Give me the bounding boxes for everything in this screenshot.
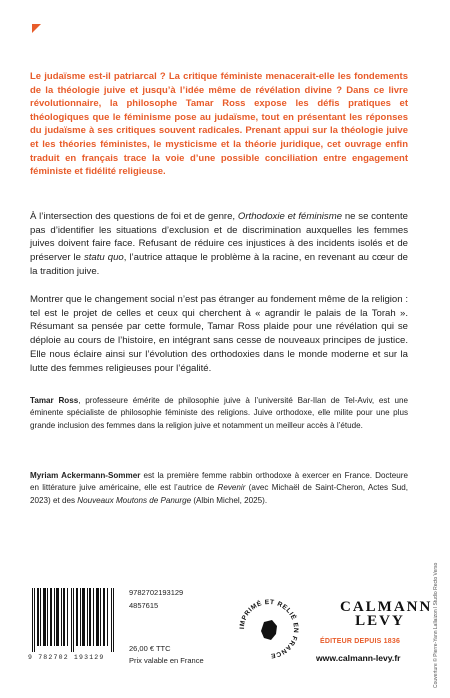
p1-text-b: ne se contente pas d’identifier les situations d’exclusion et de discrimination auxquelles les femmes juives doivent faire face. Refusant de réduire ces injustices à des incidents isolés et de préserver le xyxy=(30,211,408,264)
isbn-number: 9782702193129 xyxy=(129,588,184,597)
cover-credit: Couverture © Pierre-Yann Lallaizon l Studio Recto Verso xyxy=(433,562,439,688)
book-revenir: Revenir xyxy=(217,483,246,493)
translator-bio-a: est la première femme rabbin orthodoxe à exercer en France. Docteure en littérature juive américaine, elle est l’autrice de xyxy=(30,471,408,493)
price-note: Prix valable en France xyxy=(129,656,204,665)
author-name: Tamar Ross xyxy=(30,396,79,405)
publisher-name-line2: LEVY xyxy=(355,613,405,629)
publisher-url: www.calmann-levy.fr xyxy=(316,653,401,663)
france-map-icon xyxy=(261,620,277,640)
barcode-digits: 9 782702 193129 xyxy=(28,654,105,661)
printed-in-france-seal xyxy=(236,596,302,662)
price: 26,00 € TTC xyxy=(129,644,171,653)
translator-name: Myriam Ackermann-Sommer xyxy=(30,471,141,480)
seal-text: IMPRIMÉ ET RELIÉ EN FRANCE xyxy=(238,598,300,660)
product-code: 4857615 xyxy=(129,601,159,610)
description-paragraph-2: Montrer que le changement social n’est pas étranger au fondement même de la religion : tel est le projet de celles et ceux qui cherchent à « agrandir le palais de la Torah ». Résumant sa pensée par cette formule, Tamar Ross plaide pour une révélation qui se déploie au cours de l’histoire, en intégrant sans cesse de nouveaux principes de justice. Elle nous éclaire ainsi sur l’évolution des orthodoxies dans le monde moderne et sur la lutte des femmes religieuses pour l’égalité. xyxy=(30,294,408,374)
p1-text-a: À l’intersection des questions de foi et de genre, xyxy=(30,211,238,222)
barcode-image xyxy=(30,588,116,652)
back-cover-blurb: Le judaïsme est-il patriarcal ? La critique féministe menacerait-elle les fondements de la théologie juive et jusqu’à l’idée même de révélation divine ? Dans ce livre révolutionnaire, la philosophe Tamar Ross expose les défis pratiques et théologiques que le féminisme pose au judaïsme, tout en présentant les réponses du judaïsme à ses critiques souvent radicales. Prenant appui sur la théologie juive et les théories féministes, le mysticisme et la théorie juridique, cet ouvrage enfin traduit en français trace la voie d’une possible conciliation entre engagement féministe et fidélité religieuse. xyxy=(30,71,408,178)
description-paragraph-1 xyxy=(30,210,408,279)
publisher-since: ÉDITEUR DEPUIS 1836 xyxy=(320,638,401,645)
translator-bio-b: (avec Michaël de Saint-Cheron, Actes Sud, 2023) et des xyxy=(30,483,408,505)
p1-text-c: , l’autrice attaque le problème à la racine, en revenant au cœur de la tradition juive. xyxy=(30,252,408,277)
book-title-orthodoxie: Orthodoxie et féminisme xyxy=(237,211,343,222)
author-bio-text: , professeure émérite de philosophie juive à l’université Bar-Ilan de Tel-Aviv, est une éminente spécialiste de philosophie féministe des religions. Juive orthodoxe, elle milite pour une plus grande inclusion des femmes dans la religion juive et notamment un meilleur accès à l’étude. xyxy=(30,396,408,430)
publisher-logo xyxy=(340,599,433,629)
translator-bio-c: (Albin Michel, 2025). xyxy=(191,495,268,505)
translator-bio xyxy=(30,470,408,507)
publisher-name-line1: CALMANN xyxy=(340,599,433,615)
statu-quo-text: statu quo xyxy=(83,252,124,264)
author-bio xyxy=(30,395,408,432)
book-moutons: Nouveaux Moutons de Panurge xyxy=(77,495,192,505)
corner-triangle-mark xyxy=(32,24,41,33)
